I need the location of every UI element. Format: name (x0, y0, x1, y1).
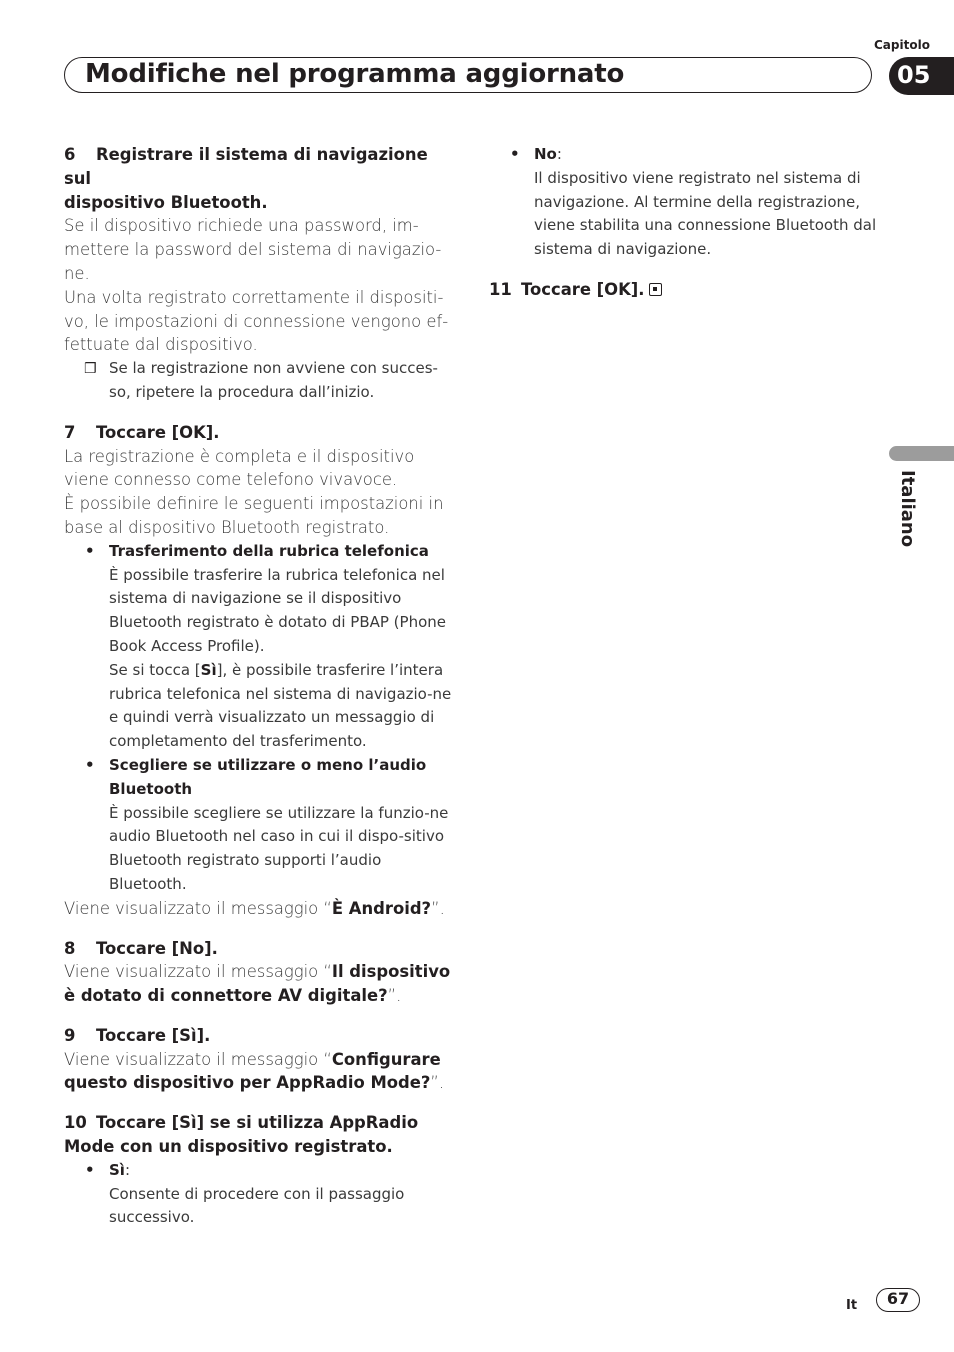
bullet-text-prefix: Se si tocca [ (109, 660, 201, 679)
message-prefix: Viene visualizzato il messaggio “ (64, 1049, 332, 1069)
step-10-bullet-no (489, 143, 881, 262)
step-6-text-2: Una volta registrato correttamente il dispositi-vo, le impostazioni di connessione vengono ef-fettuate dal dispositivo. (64, 287, 449, 355)
chapter-number: 05 (897, 61, 931, 89)
step-6-text-1: Se il dispositivo richiede una password, im-mettere la password del sistema di navigazio-ne. (64, 216, 442, 283)
page-title: Modifiche nel programma aggiornato (85, 59, 625, 89)
step-8-message (64, 960, 456, 1008)
message-suffix: ”. (430, 1073, 445, 1093)
step-6-note (64, 357, 456, 405)
step-9-message (64, 1048, 456, 1096)
step-7-message (64, 897, 456, 921)
chapter-label: Capitolo (874, 38, 930, 52)
end-of-section-icon (649, 283, 662, 296)
left-column (64, 143, 456, 1230)
bullet-colon: : (556, 145, 562, 163)
note-text: Se la registrazione non avviene con succes-so, ripetere la procedura dall’inizio. (109, 359, 438, 401)
message-bold: È Android? (331, 898, 432, 918)
bullet-text-bold: Sì (200, 660, 217, 679)
bullet-colon: : (124, 1160, 131, 1179)
step-7-text-2: È possibile definire le seguenti impostazioni in base al dispositivo Bluetooth registrato. (64, 494, 444, 537)
step-10-heading (64, 1111, 456, 1159)
step-heading-line: dispositivo Bluetooth. (64, 192, 268, 212)
language-label: Italiano (897, 470, 918, 548)
bullet-title: Sì (109, 1160, 125, 1179)
bullet-text: È possibile scegliere se utilizzare la funzio-ne audio Bluetooth nel caso in cui il dispo-sitivo Bluetooth registrato supporti l’audio Bluetooth. (109, 803, 449, 893)
message-suffix: ”. (387, 986, 402, 1006)
bullet-text-suffix: ], è possibile trasferire l’intera rubrica telefonica nel sistema di navigazio-ne e quindi verrà visualizzato un messaggio di completamento del trasferimento. (109, 660, 452, 751)
language-tab-marker (889, 446, 954, 461)
bullet-icon: • (85, 755, 95, 774)
step-heading-text: Toccare [OK]. (521, 279, 645, 299)
bullet-title: No (534, 145, 557, 163)
step-heading-line: Mode con un dispositivo registrato. (64, 1137, 393, 1157)
step-number: 11 (489, 279, 512, 299)
step-8-heading (64, 937, 456, 961)
bullet-icon: • (85, 1160, 95, 1179)
step-7-heading (64, 421, 456, 445)
step-heading-text: Toccare [No]. (96, 938, 218, 958)
step-heading-text: Toccare [OK]. (96, 422, 220, 442)
page-number: 67 (876, 1288, 920, 1312)
right-column (489, 143, 881, 302)
step-7-bullet-audio (64, 754, 456, 897)
message-bold: Configurare questo dispositivo per AppRadio Mode? (64, 1049, 441, 1093)
bullet-text: Il dispositivo viene registrato nel sistema di navigazione. Al termine della registrazione, viene stabilita una connessione Bluetooth dal sistema di navigazione. (534, 168, 877, 259)
step-heading-text: Toccare [Sì]. (96, 1025, 211, 1045)
bullet-icon: • (510, 145, 520, 163)
message-prefix: Viene visualizzato il messaggio “ (64, 962, 332, 982)
note-checkbox-icon: ❒ (84, 361, 97, 378)
step-heading-line: Registrare il sistema di navigazione sul (64, 145, 428, 188)
bullet-title: Trasferimento della rubrica telefonica (109, 541, 429, 560)
step-6-heading (64, 143, 456, 214)
step-7-text-1: La registrazione è completa e il dispositivo viene connesso come telefono vivavoce. (64, 446, 415, 490)
step-11-heading (489, 278, 881, 302)
step-number: 7 (64, 422, 76, 442)
message-suffix: ”. (431, 898, 445, 918)
bullet-title: Scegliere se utilizzare o meno l’audio Bluetooth (109, 755, 427, 798)
message-prefix: Viene visualizzato il messaggio “ (64, 898, 332, 918)
step-heading-line: Toccare [Sì] se si utilizza AppRadio (96, 1113, 419, 1133)
bullet-text: Consente di procedere con il passaggio successivo. (109, 1184, 405, 1227)
bullet-text: È possibile trasferire la rubrica telefonica nel sistema di navigazione se il dispositivo Bluetooth registrato è dotato di PBAP (Phone Book Access Profile). (109, 565, 447, 655)
step-9-heading (64, 1024, 456, 1048)
message-bold: Il dispositivo è dotato di connettore AV digitale? (64, 962, 451, 1006)
step-number: 10 (64, 1113, 87, 1133)
step-10-bullet-yes (64, 1159, 456, 1230)
language-code: It (846, 1298, 858, 1313)
step-number: 8 (64, 938, 76, 958)
step-number: 9 (64, 1025, 76, 1045)
step-7-bullet-phonebook (64, 540, 456, 754)
step-number: 6 (64, 145, 76, 164)
bullet-icon: • (85, 541, 95, 560)
